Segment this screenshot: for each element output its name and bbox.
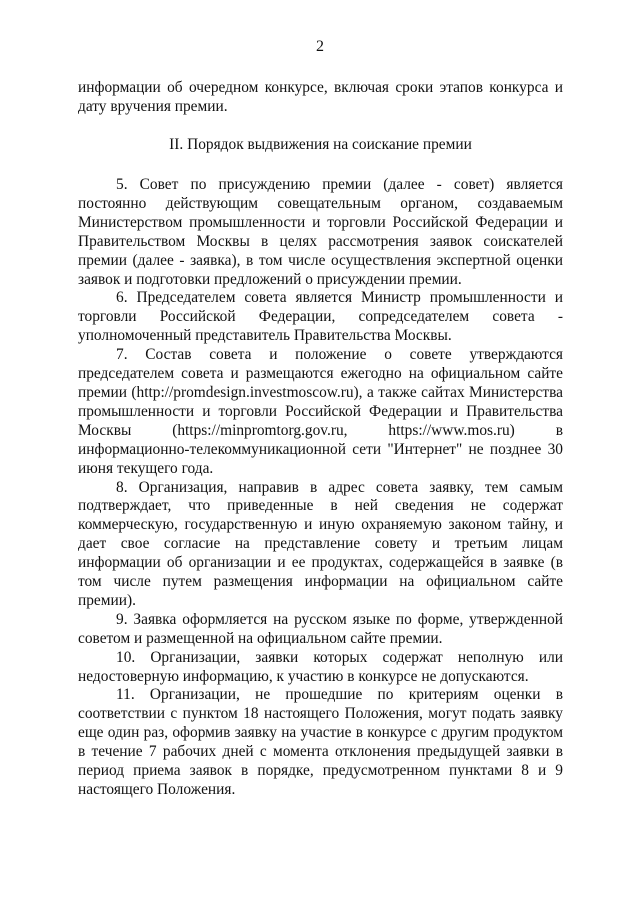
paragraph-9: 9. Заявка оформляется на русском языке по форме, утвержденной советом и размещенной на официальном сайте премии. [78, 610, 563, 647]
continuation-paragraph: информации об очередном конкурсе, включая сроки этапов конкурса и дату вручения премии. [78, 79, 563, 115]
continuation-block [78, 79, 563, 117]
section-body [78, 176, 563, 800]
page-number: 2 [316, 38, 324, 55]
paragraph-10: 10. Организации, заявки которых содержат неполную или недостоверную информацию, к участию в конкурсе не допускаются. [78, 648, 563, 685]
paragraph-5: 5. Совет по присуждению премии (далее - совет) является постоянно действующим совещательным органом, создаваемым Министерством промышленности и торговли Российской Федерации и Правительством Москвы в целях рассмотрения заявок соискателей премии (далее - заявка), в том числе осуществления экспертной оценки заявок и подготовки предложений о присуждении премии. [78, 176, 563, 288]
section-heading: II. Порядок выдвижения на соискание премии [169, 136, 472, 153]
paragraph-6: 6. Председателем совета является Министр промышленности и торговли Российской Федерации, сопредседателем совета - уполномоченный представитель Правительства Москвы. [78, 289, 563, 345]
paragraph-7: 7. Состав совета и положение о совете утверждаются председателем совета и размещаются ежегодно на официальном сайте премии (http://promdesign.investmoscow.ru), а также сайтах Министерства промышленности и торговли Российской Федерации и Правительства Москвы (https://minpromtorg.gov.ru, https://www.mos.ru) в информационно-телекоммуникационной сети "Интернет" не позднее 30 июня текущего года. [78, 346, 563, 477]
paragraph-8: 8. Организация, направив в адрес совета заявку, тем самым подтверждает, что приведенные в ней сведения не содержат коммерческую, государственную и иную охраняемую законом тайну, и дает свое согласие на представление совету и третьим лицам информации об организации и ее продуктах, содержащейся в заявке (в том числе путем размещения информации на официальном сайте премии). [78, 478, 563, 609]
paragraph-11: 11. Организации, не прошедшие по критериям оценки в соответствии с пунктом 18 настоящего Положения, могут подать заявку еще один раз, оформив заявку на участие в конкурсе с другим продуктом в течение 7 рабочих дней с момента отклонения предыдущей заявки в период приема заявок в порядке, предусмотренном пунктами 8 и 9 настоящего Положения. [78, 686, 563, 798]
